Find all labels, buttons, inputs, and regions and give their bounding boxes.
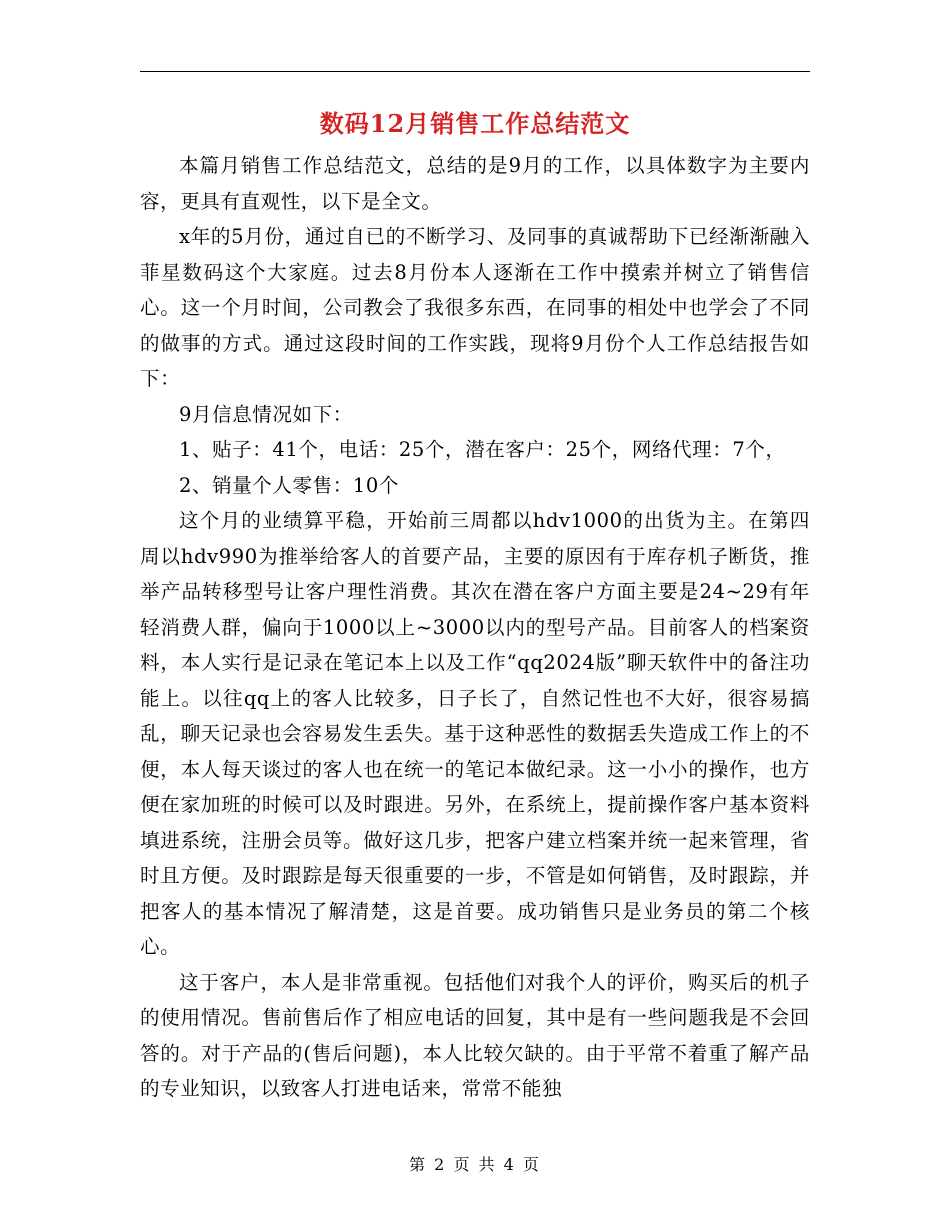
- page-number-footer: 第 2 页 共 4 页: [409, 1155, 541, 1174]
- paragraph-customers: 这于客户，本人是非常重视。包括他们对我个人的评价，购买后的机子的使用情况。售前售后作了相应电话的回复，其中是有一些问题我是不会回答的。对于产品的(售后问题)，本人比较欠缺的。由于平常不着重了解产品的专业知识，以致客人打进电话来，常常不能独: [140, 970, 810, 1100]
- document-body: [140, 148, 810, 1107]
- paragraph-stats-1: 1、贴子：41个，电话：25个，潜在客户：25个，网络代理：7个，: [179, 438, 786, 461]
- paragraph-info-heading: 9月信息情况如下：: [179, 402, 353, 426]
- header-rule: [140, 71, 810, 72]
- paragraph-intro: 本篇月销售工作总结范文，总结的是9月的工作，以具体数字为主要内容，更具有直观性，以下是全文。: [140, 154, 810, 213]
- paragraph-performance: 这个月的业绩算平稳，开始前三周都以hdv1000的出货为主。在第四周以hdv990为推举给客人的首要产品，主要的原因有于库存机子断货，推举产品转移型号让客户理性消费。其次在潜在客户方面主要是24~29有年轻消费人群，偏向于1000以上~3000以内的型号产品。目前客人的档案资料，本人实行是记录在笔记本上以及工作“qq2024版”聊天软件中的备注功能上。以往qq上的客人比较多，日子长了，自然记性也不大好，很容易搞乱，聊天记录也会容易发生丢失。基于这种恶性的数据丢失造成工作上的不便，本人每天谈过的客人也在统一的笔记本做纪录。这一小小的操作，也方便在家加班的时候可以及时跟进。另外，在系统上，提前操作客户基本资料填进系统，注册会员等。做好这几步，把客户建立档案并统一起来管理，省时且方便。及时跟踪是每天很重要的一步，不管是如何销售，及时跟踪，并把客人的基本情况了解清楚，这是首要。成功销售只是业务员的第二个核心。: [140, 509, 810, 958]
- document-title: 数码12月销售工作总结范文: [319, 109, 631, 138]
- paragraph-background: x年的5月份，通过自已的不断学习、及同事的真诚帮助下已经渐渐融入菲星数码这个大家庭。过去8月份本人逐渐在工作中摸索并树立了销售信心。这一个月时间，公司教会了我很多东西，在同事的相处中也学会了不同的做事的方式。通过这段时间的工作实践，现将9月份个人工作总结报告如下：: [140, 225, 810, 390]
- paragraph-stats-2: 2、销量个人零售：10个: [179, 473, 399, 497]
